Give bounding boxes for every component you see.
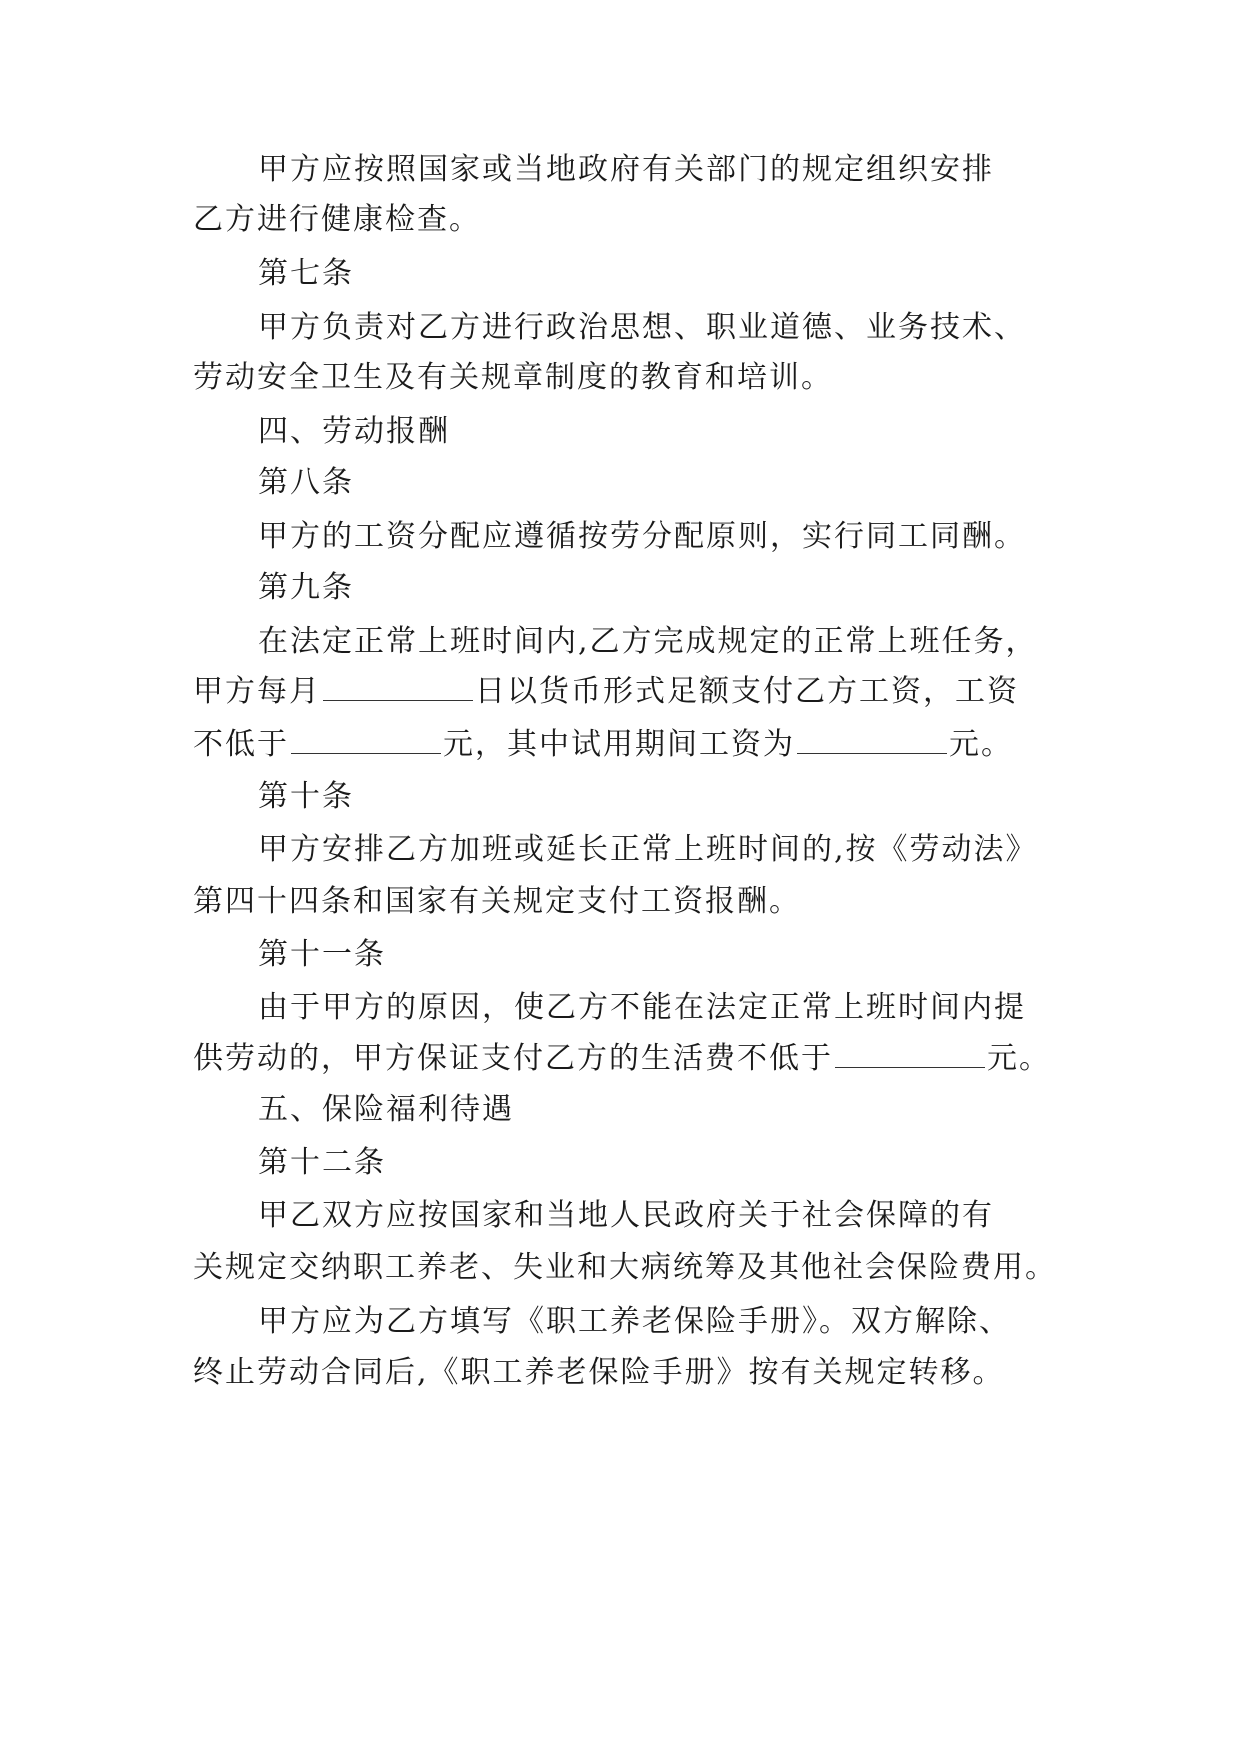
section-4-heading: 四、劳动报酬 xyxy=(258,414,450,449)
article-11-line-2-text-a: 供劳动的，甲方保证支付乙方的生活费不低于 xyxy=(193,1041,833,1076)
paragraph-health-line-2: 乙方进行健康检查。 xyxy=(193,202,481,237)
article-8-heading: 第八条 xyxy=(258,465,354,500)
article-9-line-1: 在法定正常上班时间内,乙方完成规定的正常上班任务， xyxy=(258,624,1038,659)
article-12-p1-line-1: 甲乙双方应按国家和当地人民政府关于社会保障的有 xyxy=(258,1198,994,1233)
article-9-line-3-text-c: 元。 xyxy=(949,727,1013,762)
article-9-heading: 第九条 xyxy=(258,570,354,605)
article-12-p2-line-2: 终止劳动合同后,《职工养老保险手册》按有关规定转移。 xyxy=(193,1355,1005,1390)
article-9-line-3-text-b: 元，其中试用期间工资为 xyxy=(443,727,795,762)
probation-wage-blank xyxy=(797,725,947,754)
section-5-heading: 五、保险福利待遇 xyxy=(258,1092,514,1127)
article-9-line-2-text-b: 日以货币形式足额支付乙方工资，工资 xyxy=(475,674,1019,709)
article-7-line-2: 劳动安全卫生及有关规章制度的教育和培训。 xyxy=(193,360,833,395)
article-11-line-2 xyxy=(193,1039,1051,1079)
article-9-line-2-text-a: 甲方每月 xyxy=(193,674,321,709)
article-12-heading: 第十二条 xyxy=(258,1145,386,1180)
paragraph-health-line-1: 甲方应按照国家或当地政府有关部门的规定组织安排 xyxy=(258,152,994,187)
living-allowance-blank xyxy=(835,1039,985,1068)
monthly-pay-day-blank xyxy=(323,672,473,701)
article-9-line-3 xyxy=(193,725,1013,765)
minimum-wage-blank xyxy=(291,725,441,754)
article-9-line-3-text-a: 不低于 xyxy=(193,727,289,762)
article-11-line-2-text-b: 元。 xyxy=(987,1041,1051,1076)
article-8-line-1: 甲方的工资分配应遵循按劳分配原则，实行同工同酬。 xyxy=(258,519,1026,554)
article-7-line-1: 甲方负责对乙方进行政治思想、职业道德、业务技术、 xyxy=(258,310,1026,345)
article-7-heading: 第七条 xyxy=(258,256,354,291)
article-9-line-2 xyxy=(193,672,1019,712)
article-11-heading: 第十一条 xyxy=(258,937,386,972)
article-12-p2-line-1: 甲方应为乙方填写《职工养老保险手册》。双方解除、 xyxy=(258,1304,1011,1339)
article-11-line-1: 由于甲方的原因，使乙方不能在法定正常上班时间内提 xyxy=(258,990,1026,1025)
article-10-line-2: 第四十四条和国家有关规定支付工资报酬。 xyxy=(193,884,801,919)
article-10-line-1: 甲方安排乙方加班或延长正常上班时间的,按《劳动法》 xyxy=(258,832,1038,867)
article-10-heading: 第十条 xyxy=(258,779,354,814)
article-12-p1-line-2: 关规定交纳职工养老、失业和大病统筹及其他社会保险费用。 xyxy=(193,1250,1057,1285)
